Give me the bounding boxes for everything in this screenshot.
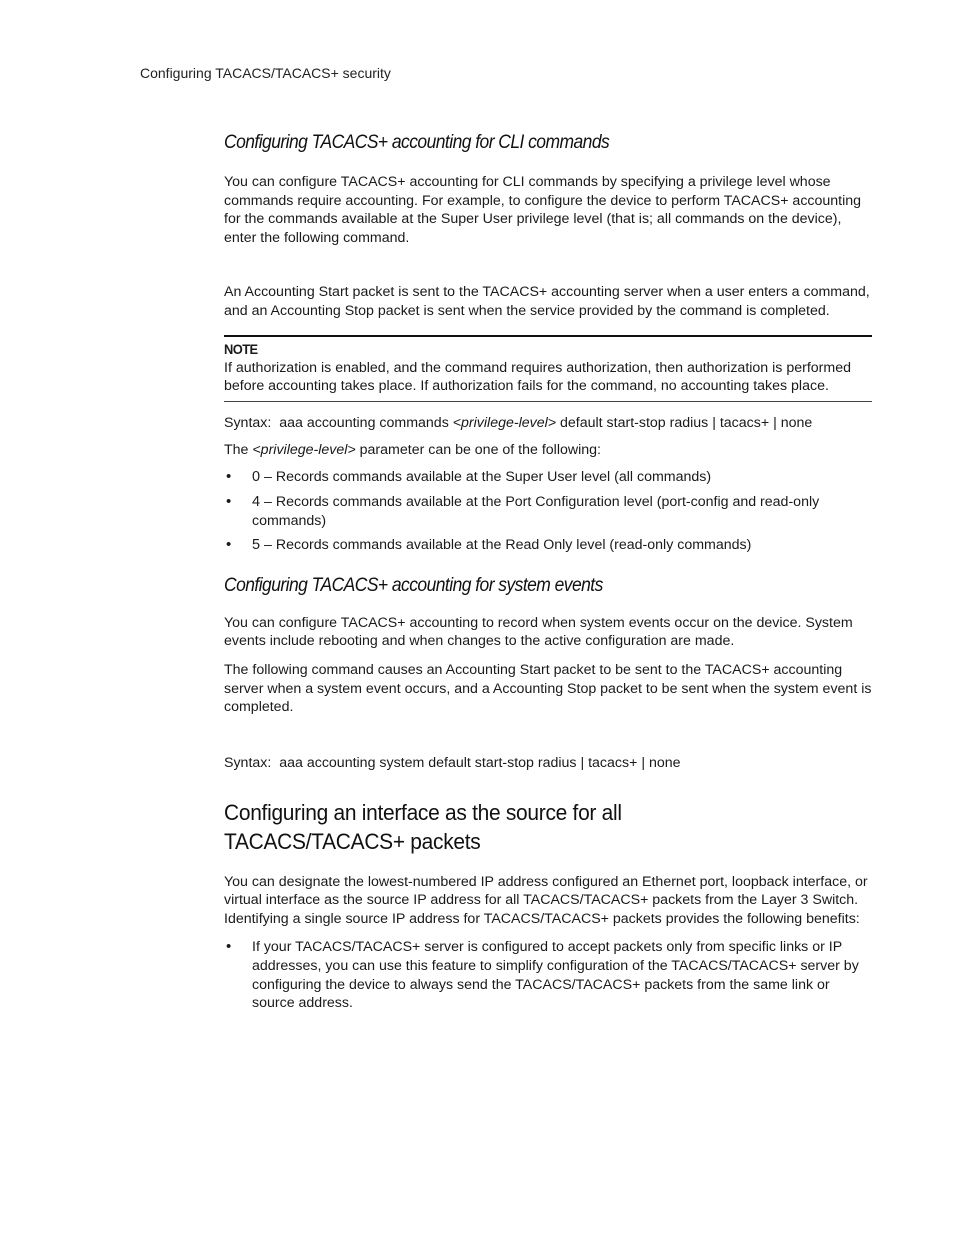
- note-text: If authorization is enabled, and the command requires authorization, then authorization is performed before accounting takes place. If authorization fails for the command, no accounting takes place.: [224, 359, 851, 395]
- param-arg: <privilege-level>: [252, 441, 356, 458]
- syntax-command: aaa accounting commands: [279, 414, 449, 431]
- note-box: [224, 335, 872, 402]
- list-item: [224, 536, 872, 555]
- privilege-level-description: [224, 441, 872, 460]
- param-pre: The: [224, 441, 253, 458]
- page-content: [224, 132, 872, 1013]
- syntax-options: default start-stop radius | tacacs+ | none: [560, 414, 813, 431]
- list-item: • If your TACACS/TACACS+ server is configured to accept packets only from specific links or IP addresses, you can use this feature to simplify configuration of the TACACS/TACACS+ server by configuring the device to always send the TACACS/TACACS+ packets from the same link or source address.: [224, 938, 872, 1012]
- syntax-system-accounting: [224, 754, 872, 772]
- running-header: Configuring TACACS/TACACS+ security: [140, 65, 391, 81]
- source-interface-paragraph: You can designate the lowest-numbered IP address configured an Ethernet port, loopback interface, or virtual interface as the source IP address for all TACACS/TACACS+ packets from the Layer 3 Switch. Identifying a single source IP address for TACACS/TACACS+ packets provides the following benefits:: [224, 873, 868, 927]
- system-events-paragraph-2: The following command causes an Accounting Start packet to be sent to the TACACS+ accounting server when a system event occurs, and a Accounting Stop packet to be sent when the system event is completed.: [224, 661, 872, 716]
- level-value: 5: [252, 537, 261, 554]
- list-item: [224, 468, 872, 487]
- privilege-level-list: [224, 468, 872, 554]
- note-title: NOTE: [224, 340, 258, 357]
- syntax-label: Syntax:: [224, 414, 272, 431]
- section-heading-source-interface: [224, 798, 827, 856]
- system-events-paragraph-1: You can configure TACACS+ accounting to record when system events occur on the device. System events include rebooting and when changes to the active configuration are made.: [224, 614, 853, 650]
- level-text: – Records commands available at the Port Configuration level (port-config and read-only commands): [252, 493, 820, 529]
- section-heading-system-events: Configuring TACACS+ accounting for system events: [224, 574, 603, 596]
- level-value: 4: [252, 493, 261, 510]
- heading-line-1: Configuring an interface as the source for all: [224, 799, 622, 825]
- cli-accounting-intro: You can configure TACACS+ accounting for CLI commands by specifying a privilege level whose commands require accounting. For example, to configure the device to perform TACACS+ accounting for the commands available at the Super User privilege level (that is; all commands on the device), enter the following command.: [224, 174, 862, 246]
- syntax-argument: <privilege-level>: [452, 414, 557, 431]
- syntax-label: Syntax:: [224, 754, 272, 771]
- level-text: – Records commands available at the Super User level (all commands): [260, 469, 712, 486]
- level-value: 0: [252, 469, 261, 486]
- accounting-packet-paragraph: An Accounting Start packet is sent to the TACACS+ accounting server when a user enters a command, and an Accounting Stop packet is sent when the service provided by the command is completed.: [224, 284, 870, 319]
- benefits-list: [224, 938, 872, 1012]
- level-text: – Records commands available at the Read Only level (read-only commands): [260, 537, 752, 554]
- heading-line-2: TACACS/TACACS+ packets: [224, 828, 481, 854]
- section-heading-cli-accounting: Configuring TACACS+ accounting for CLI commands: [224, 132, 610, 153]
- param-post: parameter can be one of the following:: [355, 441, 601, 458]
- syntax-cli-accounting: [224, 414, 872, 432]
- syntax-command: aaa accounting system default start-stop radius | tacacs+ | none: [279, 754, 681, 771]
- list-item: [224, 493, 872, 530]
